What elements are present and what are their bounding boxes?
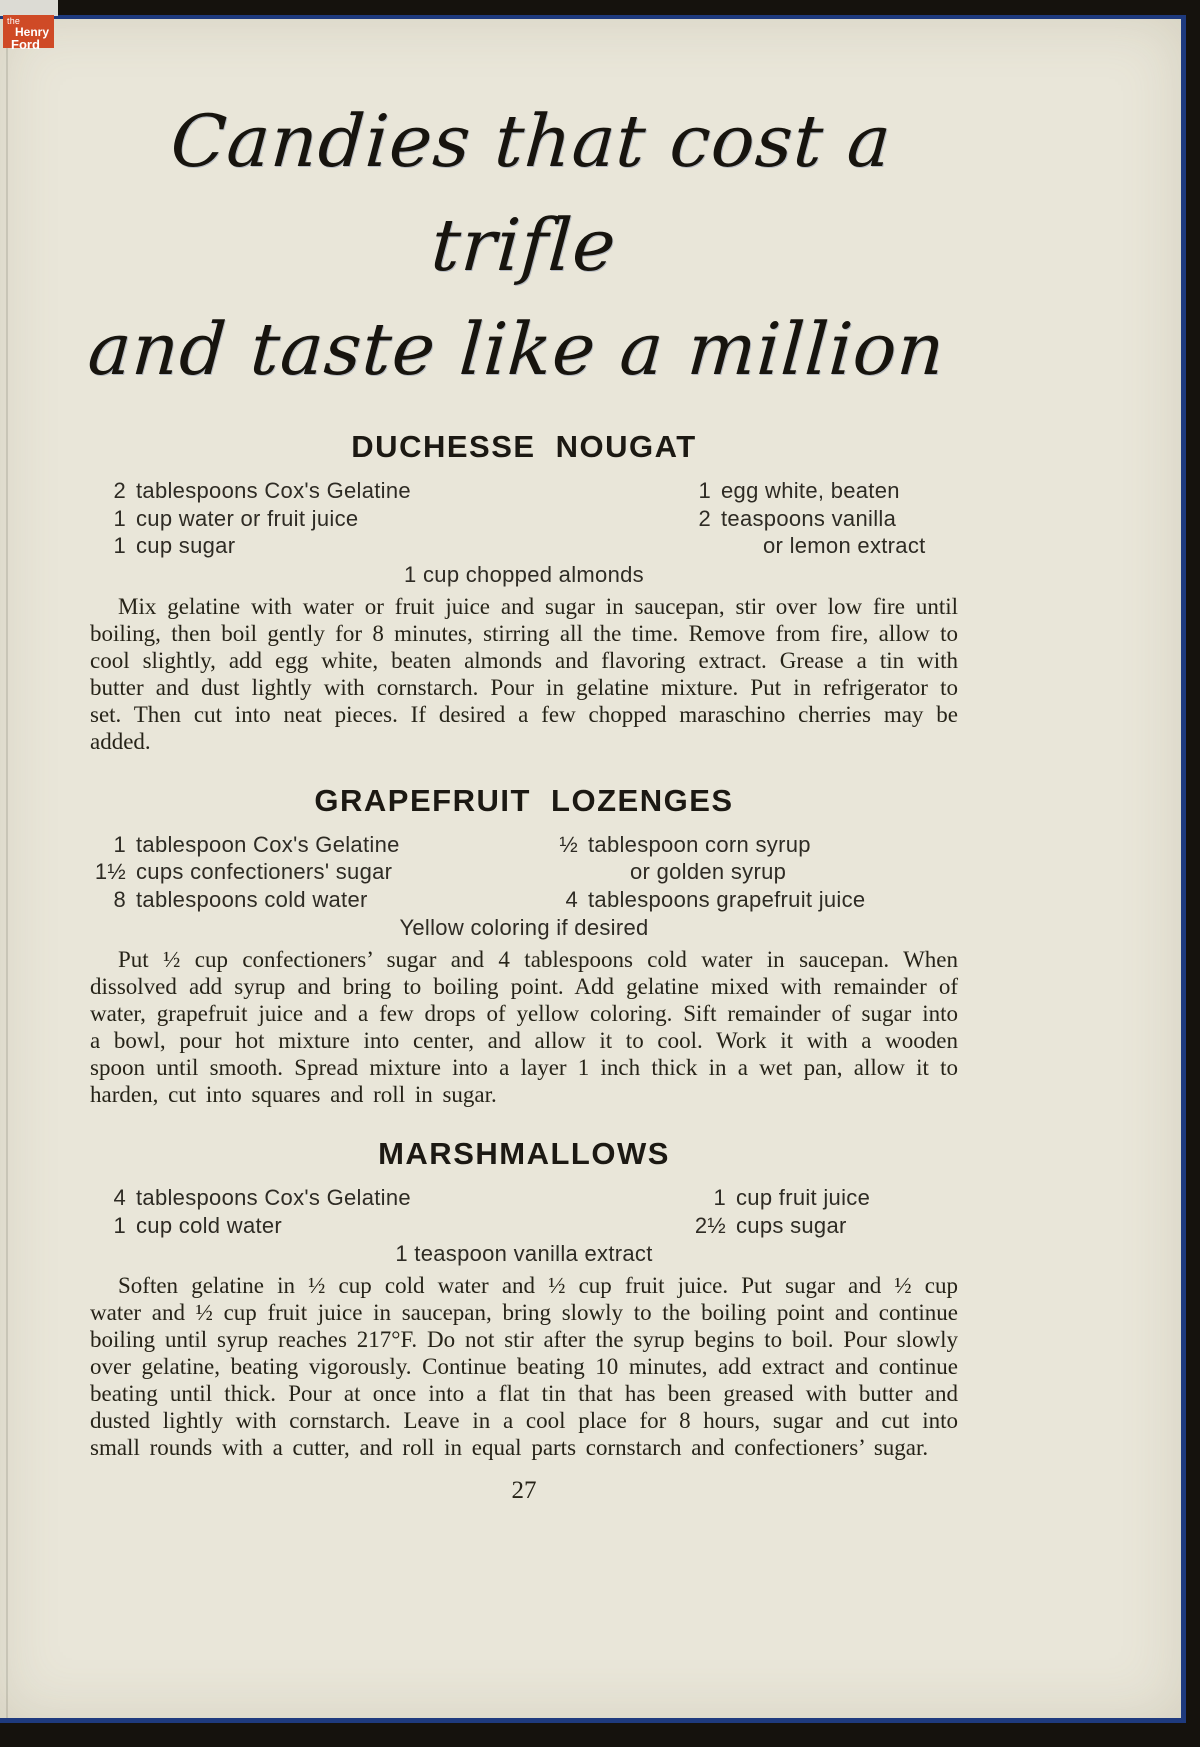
ingredient-item: cup cold water <box>136 1212 283 1238</box>
ingredient-qty: 1 <box>713 1185 726 1210</box>
ingredient-item: tablespoons grapefruit juice <box>588 886 866 912</box>
ingredient-item: tablespoon corn syrup <box>588 831 811 857</box>
ingredient-row <box>675 477 926 505</box>
ingredient-columns <box>90 1184 958 1239</box>
watermark-line-the: the <box>7 16 21 26</box>
ingredient-item: tablespoons Cox's Gelatine <box>136 478 411 503</box>
recipe-heading: MARSHMALLOWS <box>378 1136 670 1171</box>
recipe-marshmallows <box>90 1136 958 1461</box>
ingredient-item: tablespoons cold water <box>136 886 368 912</box>
ingredient-center-line: 1 teaspoon vanilla extract <box>395 1241 653 1266</box>
ingredient-qty: 1 <box>698 478 711 503</box>
ingredient-qty: 2 <box>113 478 126 503</box>
ingredient-qty: 1 <box>113 1212 126 1238</box>
ingredients-right-column <box>675 477 926 560</box>
ingredient-center-line: Yellow coloring if desired <box>399 915 649 940</box>
ingredient-item: cup fruit juice <box>736 1185 871 1210</box>
page-number: 27 <box>511 1477 537 1504</box>
ingredient-center-line: 1 cup chopped almonds <box>404 561 644 587</box>
ingredient-item: cup water or fruit juice <box>136 505 359 531</box>
ingredient-qty: 4 <box>565 886 578 912</box>
page-content <box>85 19 958 1505</box>
ingredient-item: cups confectioners' sugar <box>136 859 393 884</box>
instructions-paragraph: Soften gelatine in ½ cup cold water and ½ cup fruit juice. Put sugar and ½ cup water and ½ cup fruit juice in saucepan, bring slowly to the boiling point and continue boiling until syrup reaches 217°F. Do not stir after the syrup begins to boil. Pour slowly over gelatine, beating vigorously. Continue beating 10 minutes, add extract and continue beating until thick. Pour at once into a flat tin that has been greased with butter and dusted lightly with cornstarch. Leave in a cool place for 8 hours, sugar and cut into small rounds with a cutter, and roll in equal parts cornstarch and confectioners’ sugar. <box>90 1273 958 1460</box>
ingredient-qty: 1½ <box>94 859 126 884</box>
recipe-duchesse-nougat <box>90 429 958 755</box>
instructions-paragraph: Mix gelatine with water or fruit juice and sugar in saucepan, stir over low fire until boiling, then boil gently for 8 minutes, stirring all the time. Remove from fire, allow to cool slightly, add egg white, beaten almonds and flavoring extract. Grease a tin with butter and dust lightly with cornstarch. Pour in gelatine mixture. Put in refrigerator to set. Then cut into neat pieces. If desired a few chopped maraschino cherries may be added. <box>90 593 958 754</box>
ingredient-qty: 8 <box>113 886 126 912</box>
ingredient-item: or golden syrup <box>630 859 787 884</box>
title-line-2: and taste like a million <box>85 307 948 391</box>
ingredient-item: or lemon extract <box>763 533 926 558</box>
ingredient-row <box>542 858 865 886</box>
ingredients-right-column <box>690 1184 870 1239</box>
ingredient-qty: 2½ <box>694 1212 726 1238</box>
recipe-heading: GRAPEFRUIT LOZENGES <box>314 782 734 818</box>
title-line-1: Candies that cost a trifle <box>168 99 895 287</box>
watermark-line-ford: Ford <box>11 37 40 52</box>
ingredient-item: cups sugar <box>736 1212 847 1238</box>
page-crease-line <box>6 19 8 1718</box>
ingredient-item: cup sugar <box>136 533 236 558</box>
ingredient-qty: 1 <box>113 505 126 531</box>
ingredient-item: egg white, beaten <box>721 478 900 503</box>
ingredient-columns <box>90 831 958 914</box>
ingredient-row <box>690 1212 870 1240</box>
ingredient-row <box>542 831 865 859</box>
recipe-heading: DUCHESSE NOUGAT <box>351 429 697 464</box>
recipe-grapefruit-lozenges <box>90 783 958 1109</box>
ingredient-row <box>690 1184 870 1212</box>
scan-corner-sliver <box>0 0 58 16</box>
instructions-paragraph: Put ½ cup confectioners’ sugar and 4 tablespoons cold water in saucepan. When dissolved add syrup and bring to boiling point. Add gelatine mixed with remainder of water, grapefruit juice and a few drops of yellow coloring. Sift remainder of sugar into a bowl, pour hot mixture into center, and allow it to cool. Work it with a wooden spoon until smooth. Spread mixture into a layer 1 inch thick in a wet pan, allow it to harden, cut into squares and roll in sugar. <box>90 947 958 1107</box>
henry-ford-watermark <box>3 15 54 52</box>
ingredient-qty: ½ <box>559 831 578 857</box>
ingredient-row <box>675 532 926 560</box>
ingredient-qty: 4 <box>113 1185 126 1210</box>
ingredient-qty: 2 <box>698 505 711 531</box>
ingredients-right-column <box>542 831 865 914</box>
ingredient-item: tablespoons Cox's Gelatine <box>136 1185 411 1210</box>
watermark-line-henry: Henry <box>15 25 50 39</box>
ingredient-qty: 1 <box>113 533 126 558</box>
page-title <box>79 89 969 401</box>
ingredient-item: tablespoon Cox's Gelatine <box>136 831 400 857</box>
ingredient-qty: 1 <box>113 831 126 857</box>
ingredient-item: teaspoons vanilla <box>721 505 897 531</box>
recipe-booklet-page <box>0 15 1186 1723</box>
ingredient-row <box>542 886 865 914</box>
ingredient-row <box>675 505 926 533</box>
ingredient-columns <box>90 477 958 560</box>
